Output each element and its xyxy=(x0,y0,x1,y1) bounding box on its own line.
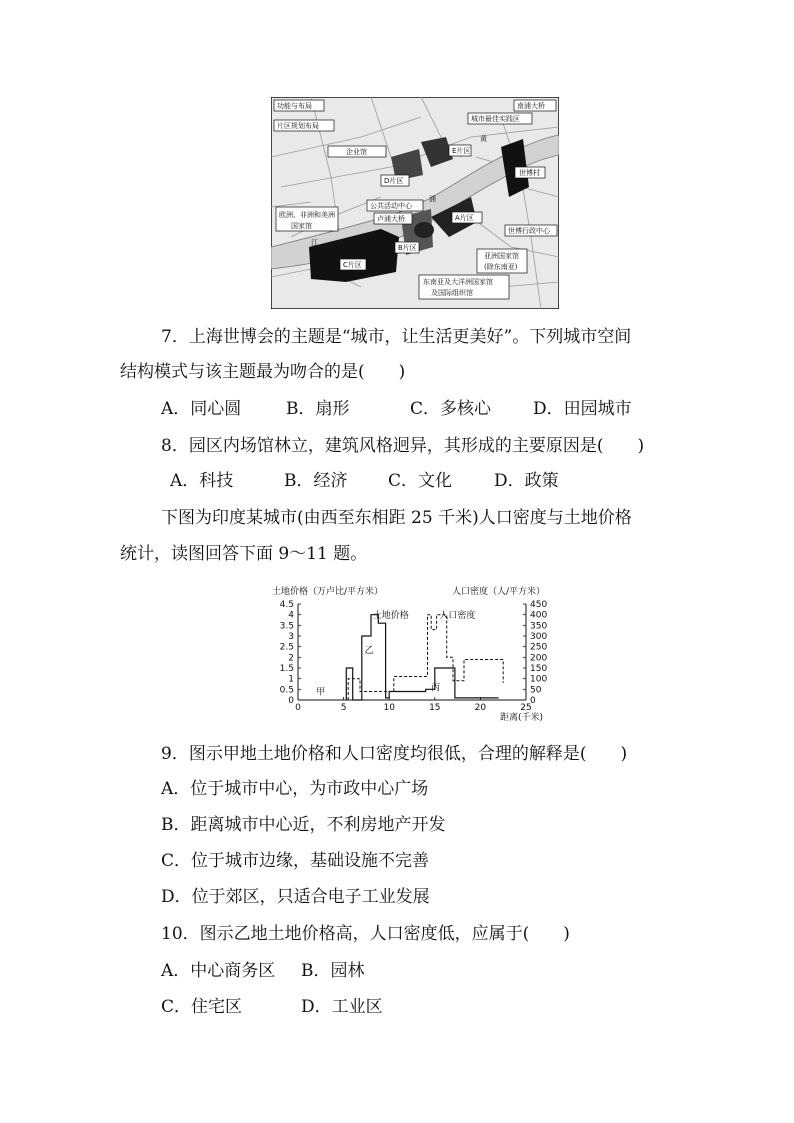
right-tick-label: 0 xyxy=(530,696,536,706)
q8-option-d: D．政策 xyxy=(494,471,559,491)
right-tick-label: 200 xyxy=(530,653,548,664)
map-label-func: 功能与布局 xyxy=(277,102,312,110)
map-label-enterprise: 企业馆 xyxy=(346,148,367,156)
map-label-best-practice: 城市最佳实践区 xyxy=(471,115,520,123)
q7-option-a: A．同心圆 xyxy=(161,399,242,419)
map-label-euro-1: 欧洲、非洲和美洲 xyxy=(279,211,335,219)
q9-option-b: B．距离城市中心近，不利房地产开发 xyxy=(161,815,446,835)
x-tick-label: 20 xyxy=(474,703,487,713)
right-axis-label: 人口密度（人/平方米） xyxy=(452,587,546,597)
x-tick-label: 5 xyxy=(340,703,347,713)
left-tick-label: 2.5 xyxy=(279,642,294,653)
q8-stem: 8．园区内场馆林立，建筑风格迥异，其形成的主要原因是( ) xyxy=(161,436,645,456)
map-label-admin-center: 世博行政中心 xyxy=(508,227,550,235)
right-tick-label: 50 xyxy=(530,685,542,696)
left-tick-label: 4.5 xyxy=(279,600,294,610)
q10-option-c: C．住宅区 xyxy=(161,997,243,1017)
q7-option-b: B．扇形 xyxy=(286,399,350,419)
intro-line2: 统计，读图回答下面 9～11 题。 xyxy=(120,544,368,564)
q7-option-c: C．多核心 xyxy=(410,399,492,419)
map-label-nanpu-bridge: 南浦大桥 xyxy=(517,102,545,110)
left-tick-label: 1 xyxy=(288,674,294,685)
chart-annotations xyxy=(316,609,475,698)
q10-option-b: B．园林 xyxy=(301,961,365,981)
series-lines xyxy=(346,615,503,700)
map-label-expo-village: 世博村 xyxy=(519,169,540,177)
chart-svg xyxy=(262,584,562,724)
land-price-population-chart xyxy=(262,584,562,724)
q8-option-c: C．文化 xyxy=(388,471,453,491)
q9-stem: 9．图示甲地土地价格和人口密度均很低，合理的解释是( ) xyxy=(161,744,628,764)
map-label-asia-1: 亚洲国家馆 xyxy=(484,252,519,260)
left-tick-label: 0.5 xyxy=(279,685,294,696)
right-tick-label: 150 xyxy=(530,664,548,674)
q10-option-d: D．工业区 xyxy=(301,997,383,1017)
map-label-d-zone: D片区 xyxy=(384,177,404,185)
left-tick-label: 1.5 xyxy=(279,664,294,674)
map-label-b-zone: B片区 xyxy=(398,244,417,252)
right-tick-label: 450 xyxy=(530,600,548,610)
x-tick-label: 25 xyxy=(520,703,532,713)
q7-option-d: D．田园城市 xyxy=(533,399,632,419)
annotation-yi: 乙 xyxy=(364,646,374,657)
left-axis-label: 土地价格（万卢比/平方米） xyxy=(272,587,384,597)
right-tick-label: 350 xyxy=(530,621,548,632)
q7-stem-line2: 结构模式与该主题最为吻合的是( ) xyxy=(120,362,406,382)
x-axis-label: 距离(千米) xyxy=(500,713,544,723)
x-tick-label: 0 xyxy=(295,703,301,713)
annotation-population-density: 人口密度 xyxy=(439,610,476,621)
q9-option-c: C．位于城市边缘，基础设施不完善 xyxy=(161,851,430,871)
map-label-sea-1: 东南亚及大洋洲国家馆 xyxy=(423,278,493,286)
map-label-e-zone: E片区 xyxy=(452,147,471,155)
left-tick-label: 4 xyxy=(288,610,294,621)
left-tick-label: 3 xyxy=(288,632,294,642)
left-tick-label: 0 xyxy=(288,696,294,706)
x-tick-labels xyxy=(295,697,532,713)
left-tick-label: 3.5 xyxy=(279,621,294,632)
left-tick-label: 2 xyxy=(288,653,294,664)
x-tick-label: 10 xyxy=(383,703,395,713)
q10-option-a: A．中心商务区 xyxy=(161,961,276,981)
land-price-line xyxy=(346,615,498,700)
x-tick-label: 15 xyxy=(429,703,441,713)
q8-option-b: B．经济 xyxy=(284,471,348,491)
map-label-a-zone: A片区 xyxy=(455,214,474,222)
annotation-land-price: 土地价格 xyxy=(372,610,409,621)
map-label-lupu-bridge: 卢浦大桥 xyxy=(377,215,405,223)
right-tick-label: 400 xyxy=(530,610,548,621)
map-label-huang: 黄 xyxy=(480,135,487,143)
expo-park-map xyxy=(271,97,559,309)
right-tick-label: 300 xyxy=(530,632,548,642)
q7-stem-line1: 7．上海世博会的主题是“城市，让生活更美好”。下列城市空间 xyxy=(161,327,632,347)
map-label-plan: 片区规划布局 xyxy=(277,122,319,130)
map-label-jiang: 江 xyxy=(311,239,318,247)
chart-axes xyxy=(298,604,526,700)
q9-option-d: D．位于郊区，只适合电子工业发展 xyxy=(161,887,430,907)
q8-option-a: A．科技 xyxy=(170,471,234,491)
map-label-public-center: 公共活动中心 xyxy=(370,202,412,210)
map-label-c-zone: C片区 xyxy=(343,261,362,269)
q9-option-a: A．位于城市中心，为市政中心广场 xyxy=(161,779,429,799)
annotation-bing: 丙 xyxy=(431,683,441,694)
intro-line1: 下图为印度某城市(由西至东相距 25 千米)人口密度与土地价格 xyxy=(161,508,632,528)
q10-stem: 10．图示乙地土地价格高，人口密度低，应属于( ) xyxy=(161,924,570,944)
map-label-pu: 浦 xyxy=(429,195,436,203)
annotation-jia: 甲 xyxy=(316,687,326,698)
right-tick-label: 250 xyxy=(530,642,548,653)
right-tick-labels xyxy=(523,600,547,706)
map-label-asia-2: (除东南亚) xyxy=(484,263,518,271)
map-label-sea-2: 及国际组织馆 xyxy=(431,289,473,297)
map-label-euro-2: 国家馆 xyxy=(291,222,312,230)
expo-map-drawing xyxy=(271,97,559,309)
right-tick-label: 100 xyxy=(530,674,548,685)
